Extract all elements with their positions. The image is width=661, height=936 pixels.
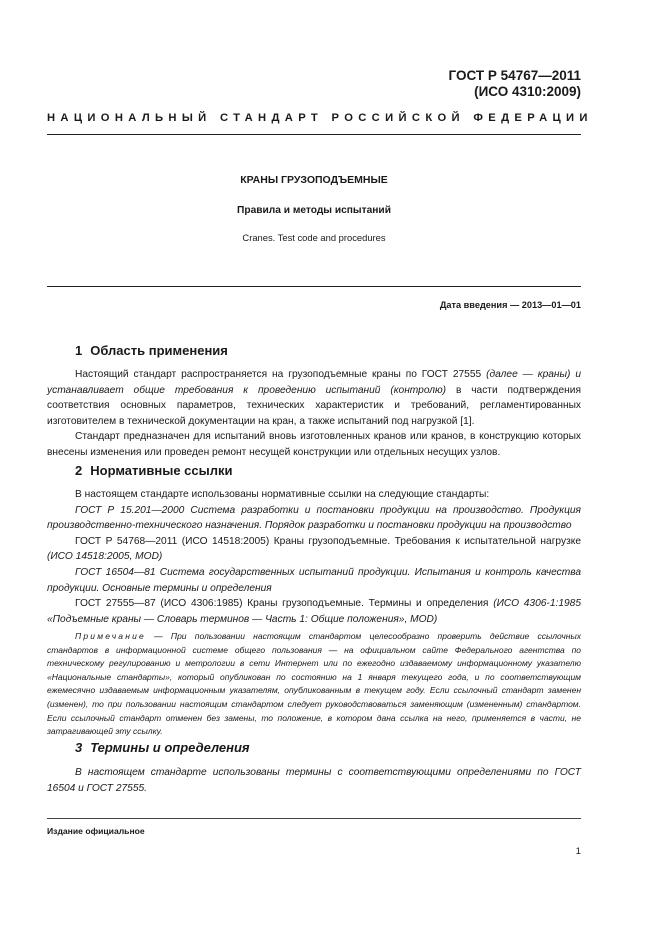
official-edition-label: Издание официальное [47,826,145,836]
header-divider [47,134,581,135]
section-1-body [47,367,581,461]
section-3-title: Термины и определения [90,740,250,755]
national-standard-banner: НАЦИОНАЛЬНЫЙ СТАНДАРТ РОССИЙСКОЙ ФЕДЕРАЦИИ [47,112,593,124]
page-number: 1 [575,846,581,857]
section-2-title: Нормативные ссылки [90,463,233,478]
note-text: — При пользовании настоящим стандартом целесообразно проверить действие ссылочных стандартов в информационной системе общего пользования — на официальном сайте Федерального агентства по техническому регулированию и метрологии в сети Интернет или по ежегодно издаваемому информационному указателю «Национальные стандарты», который опубликован по состоянию на 1 января текущего года, и по соответствующим ежемесячно издаваемым информационным указателям, опубликованным в текущем году. Если ссылочный стандарт заменен (изменен), то при пользовании настоящим стандартом следует руководствоваться заменяющим (измененным) стандартом. Если ссылочный стандарт отменен без замены, то положение, в котором дана ссылка на него, применяется в части, не затрагивающей эту ссылку. [47,631,581,737]
section-3-number: 3 [75,740,83,755]
section-1-paragraph-2: Стандарт предназначен для испытаний вновь изготовленных кранов или кранов, в конструкцию которых внесены изменения или проведен ремонт несущей конструкции или отдельных несущих узлов. [47,431,581,458]
section-2-number: 2 [75,463,83,478]
standard-code-iso: (ИСО 4310:2009) [474,84,581,99]
section-2-intro: В настоящем стандарте использованы нормативные ссылки на следующие стандарты: [75,489,490,500]
section-3-body [47,765,581,796]
section-2-heading [75,463,232,478]
reference-gost-27555: ГОСТ 27555—87 (ИСО 4306:1985) Краны грузоподъемные. Термины и определения (ИСО 4306-1:1985 «Подъемные краны — Словарь терминов — Часть 1: Общие положения», MOD) [47,598,581,625]
section-1-heading [75,343,228,358]
document-subtitle: Правила и методы испытаний [237,205,391,216]
introduction-date: Дата введения — 2013—01—01 [439,300,581,310]
section-3-paragraph: В настоящем стандарте использованы термины с соответствующими определениями по ГОСТ 16504 и ГОСТ 27555. [47,767,581,794]
reference-gost-16504: ГОСТ 16504—81 Система государственных испытаний продукции. Испытания и контроль качества продукции. Основные термины и определения [47,566,581,594]
reference-gost-r-15-201: ГОСТ Р 15.201—2000 Система разработки и постановки продукции на производство. Продукция производственно-технического назначения. Порядок разработки и постановки продукции на производство [47,504,581,532]
section-1-number: 1 [75,343,83,358]
document-title: КРАНЫ ГРУЗОПОДЪЕМНЫЕ [240,174,388,186]
standard-code-gost: ГОСТ Р 54767—2011 [448,68,581,83]
section-3-heading [75,740,250,755]
reference-gost-r-54768: ГОСТ Р 54768—2011 (ИСО 14518:2005) Краны грузоподъемные. Требования к испытательной нагрузке (ИСО 14518:2005, MOD) [47,535,581,563]
document-title-english: Cranes. Test code and procedures [242,232,386,243]
footer-divider [47,818,581,819]
note-label: Примечание [75,631,146,641]
references-note [47,630,581,739]
section-2-body [47,487,581,627]
section-1-title: Область применения [90,343,228,358]
title-divider [47,286,581,287]
section-1-paragraph-1: Настоящий стандарт распространяется на грузоподъемные краны по ГОСТ 27555 (далее — краны) и устанавливает общие требования к проведению испытаний (контролю) в части подтверждения соответствия основных параметров, технических характеристик и требований, регламентированных изготовителем в технической документации на кран, а также испытаний под нагрузкой [1]. [47,369,581,427]
standard-code [380,68,581,100]
